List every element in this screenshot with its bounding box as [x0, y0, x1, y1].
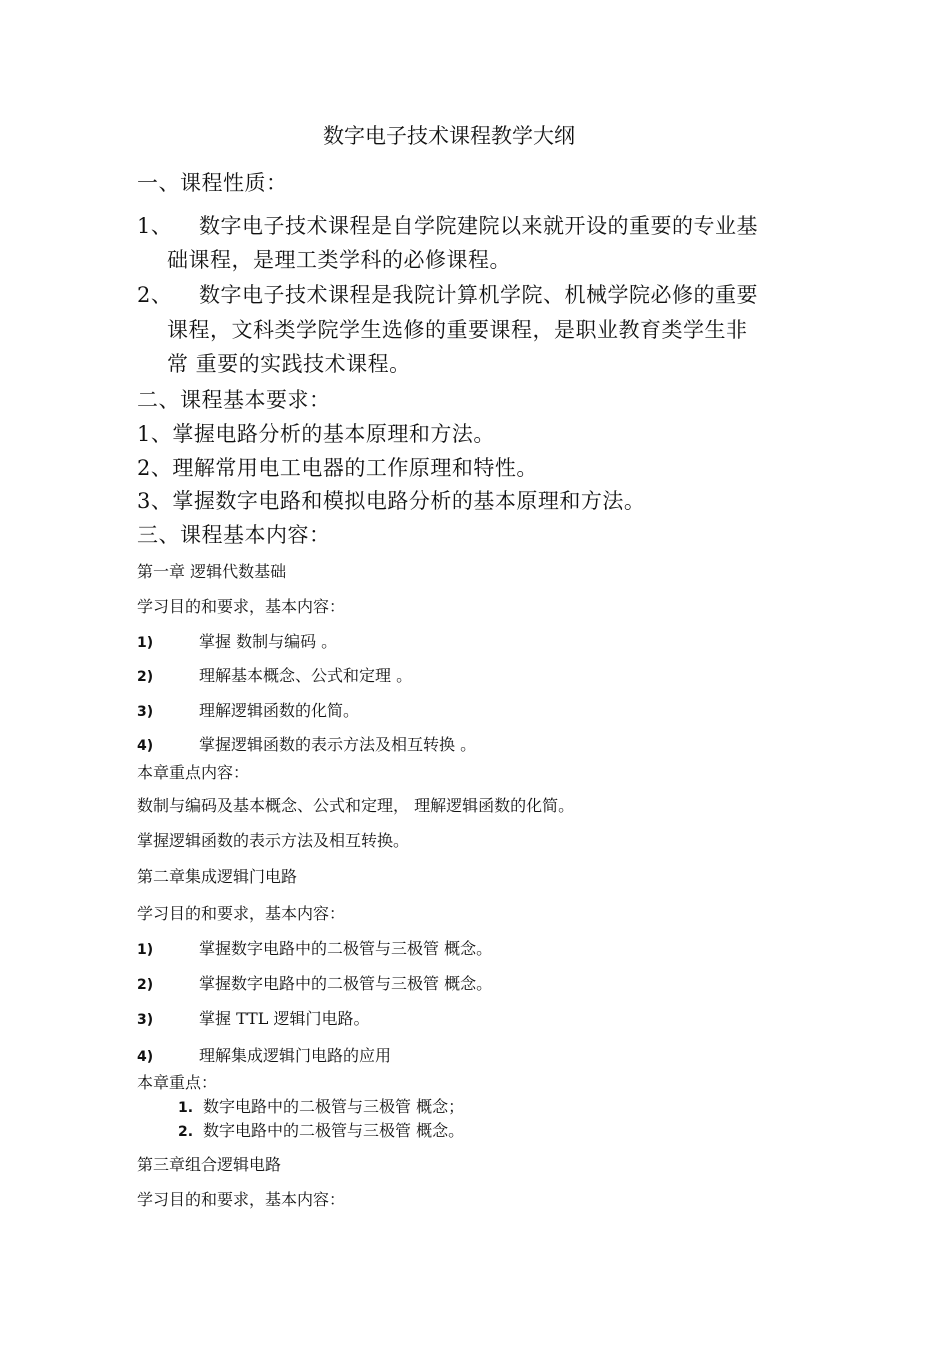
chapter-2-item-4-number: 4): [137, 1049, 154, 1065]
requirement-1: 1、掌握电路分析的基本原理和方法。: [137, 422, 495, 446]
chapter-2-item-4: 理解集成逻辑门电路的应用: [199, 1046, 392, 1065]
chapter-1-item-1: 掌握 数制与编码 。: [199, 632, 338, 651]
section-3-heading: 三、课程基本内容：: [137, 523, 331, 547]
section-2-heading: 二、课程基本要求：: [137, 388, 331, 412]
section-1-heading: 一、课程性质：: [137, 171, 288, 195]
chapter-2-item-1: 掌握数字电路中的二极管与三极管 概念。: [199, 939, 493, 958]
chapter-2-point-1-number: 1.: [178, 1100, 194, 1116]
chapter-1-key-heading: 本章重点内容：: [137, 763, 250, 782]
chapter-1-goal: 学习目的和要求，基本内容：: [137, 597, 346, 616]
requirement-2: 2、理解常用电工电器的工作原理和特性。: [137, 456, 538, 480]
chapter-3-title: 第三章组合逻辑电路: [137, 1155, 282, 1174]
chapter-1-item-3-number: 3): [137, 704, 154, 720]
chapter-1-item-4: 掌握逻辑函数的表示方法及相互转换 。: [199, 735, 477, 754]
requirement-3: 3、掌握数字电路和模拟电路分析的基本原理和方法。: [137, 489, 646, 513]
chapter-2-point-1: 数字电路中的二极管与三极管 概念；: [203, 1097, 465, 1116]
nature-item-1-line-2: 础课程，是理工类学科的必修课程。: [167, 248, 511, 272]
chapter-1-key-line-1: 数制与编码及基本概念、公式和定理， 理解逻辑函数的化简。: [137, 796, 575, 815]
chapter-1-title: 第一章 逻辑代数基础: [137, 562, 287, 581]
chapter-1-key-line-2: 掌握逻辑函数的表示方法及相互转换。: [137, 831, 410, 850]
chapter-2-item-3-number: 3): [137, 1012, 154, 1028]
chapter-2-item-2: 掌握数字电路中的二极管与三极管 概念。: [199, 974, 493, 993]
nature-item-1-number: 1、: [137, 214, 173, 238]
chapter-1-item-1-number: 1): [137, 635, 154, 651]
chapter-2-item-2-number: 2): [137, 977, 154, 993]
chapter-1-item-3: 理解逻辑函数的化简。: [199, 701, 360, 720]
chapter-2-point-2: 数字电路中的二极管与三极管 概念。: [203, 1121, 465, 1140]
chapter-2-title: 第二章集成逻辑门电路: [137, 867, 298, 886]
chapter-1-item-2-number: 2): [137, 669, 154, 685]
nature-item-1-line-1: 数字电子技术课程是自学院建院以来就开设的重要的专业基: [199, 214, 758, 238]
chapter-2-point-2-number: 2.: [178, 1124, 194, 1140]
document-title: 数字电子技术课程教学大纲: [323, 124, 575, 148]
chapter-2-goal: 学习目的和要求，基本内容：: [137, 904, 346, 923]
chapter-1-item-4-number: 4): [137, 738, 154, 754]
nature-item-2-line-3: 常 重要的实践技术课程。: [167, 352, 411, 376]
chapter-2-item-3: 掌握 TTL 逻辑门电路。: [199, 1009, 370, 1028]
nature-item-2-line-2: 课程，文科类学院学生选修的重要课程，是职业教育类学生非: [167, 318, 748, 342]
chapter-3-goal: 学习目的和要求，基本内容：: [137, 1190, 346, 1209]
nature-item-2-number: 2、: [137, 283, 173, 307]
chapter-1-item-2: 理解基本概念、公式和定理 。: [199, 666, 413, 685]
chapter-2-key-heading: 本章重点：: [137, 1073, 218, 1092]
nature-item-2-line-1: 数字电子技术课程是我院计算机学院、机械学院必修的重要: [199, 283, 758, 307]
chapter-2-item-1-number: 1): [137, 942, 154, 958]
